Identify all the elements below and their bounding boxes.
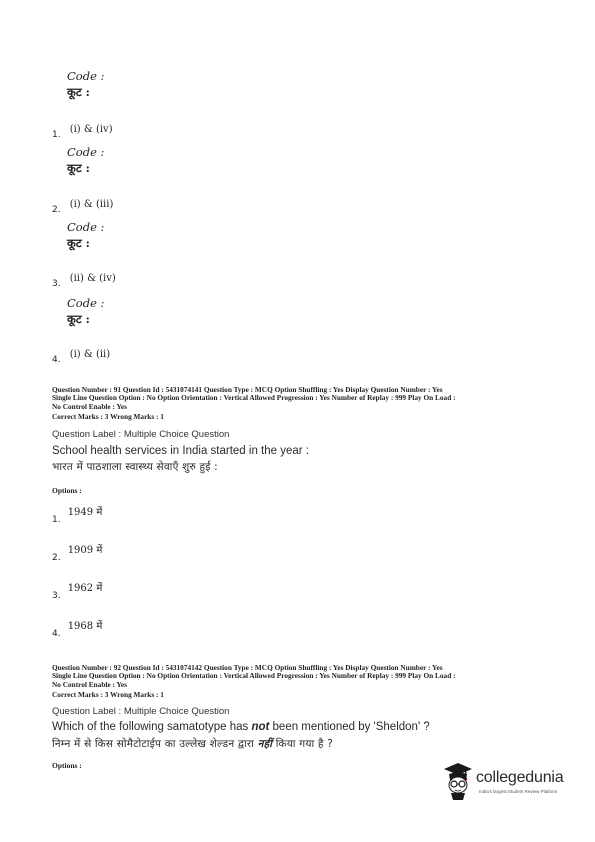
q92-options-header: Options : — [52, 761, 82, 770]
code-label-en: Code : — [67, 145, 105, 159]
q91-question-en: School health services in India started in the year : — [52, 445, 309, 457]
code-block-1 — [67, 69, 104, 100]
meta-line: Single Line Question Option : No Option Orientation : Vertical Allowed Progression : Yes Number of Replay : 999 Play On Load : — [52, 671, 456, 681]
code-label-en: Code : — [67, 220, 105, 234]
collegedunia-logo — [443, 760, 578, 804]
logo-tagline: India's largest Student Review Platform — [479, 789, 558, 794]
meta-line: Question Number : 91 Question Id : 5431074141 Question Type : MCQ Option Shuffling : Yes Display Question Number : Yes — [52, 385, 443, 394]
q92-question-hi — [52, 737, 333, 751]
code-label-en: Code : — [67, 69, 105, 83]
meta-line: No Control Enable : Yes — [52, 401, 127, 411]
option-text: 1949 में — [67, 507, 103, 518]
meta-line: Question Number : 92 Question Id : 5431074142 Question Type : MCQ Option Shuffling : Yes Display Question Number : Yes — [52, 663, 443, 672]
option-text: 1968 में — [67, 621, 103, 632]
code-label-hi: कूट : — [67, 312, 90, 326]
option-number: 3. — [52, 279, 61, 289]
option-row-3[interactable] — [52, 266, 116, 289]
question-emphasis: नहीं — [257, 738, 273, 750]
q91-meta — [52, 386, 552, 422]
option-number: 1. — [52, 515, 61, 525]
q91-option-1[interactable] — [52, 500, 103, 525]
q91-options-header: Options : — [52, 486, 82, 495]
graduate-mascot-icon — [443, 762, 473, 802]
code-label-hi: कूट : — [67, 85, 90, 99]
q91-option-4[interactable] — [52, 614, 103, 639]
q91-question-label: Question Label : Multiple Choice Question — [52, 429, 230, 440]
option-text: (ii) & (iv) — [69, 273, 116, 284]
option-text: (i) & (iii) — [69, 199, 114, 210]
q91-option-2[interactable] — [52, 538, 103, 563]
meta-line: No Control Enable : Yes — [52, 679, 127, 689]
question-emphasis: not — [251, 721, 270, 733]
option-row-1[interactable] — [52, 117, 113, 140]
option-number: 2. — [52, 205, 61, 215]
option-number: 2. — [52, 553, 61, 563]
question-text: been mentioned by 'Sheldon' ? — [269, 721, 430, 733]
code-label-hi: कूट : — [67, 236, 90, 250]
q92-meta — [52, 664, 552, 700]
code-label-hi: कूट : — [67, 161, 90, 175]
code-label-en: Code : — [67, 296, 105, 310]
code-block-3 — [67, 220, 104, 251]
q91-option-3[interactable] — [52, 576, 103, 601]
q92-question-en — [52, 721, 430, 733]
option-number: 3. — [52, 591, 61, 601]
code-block-4 — [67, 296, 104, 327]
question-text: निम्न में से किस सोमैटोटाईप का उल्लेख शेल्डन द्वारा — [52, 738, 258, 750]
option-number: 4. — [52, 629, 61, 639]
option-text: (i) & (iv) — [69, 124, 113, 135]
option-number: 1. — [52, 130, 61, 140]
option-text: 1909 में — [67, 545, 103, 556]
code-block-2 — [67, 145, 104, 176]
marks-line: Correct Marks : 3 Wrong Marks : 1 — [52, 690, 164, 700]
question-text: Which of the following samatotype has — [52, 721, 252, 733]
logo-name: collegedunia — [476, 769, 564, 786]
option-row-2[interactable] — [52, 192, 114, 215]
marks-line: Correct Marks : 3 Wrong Marks : 1 — [52, 412, 164, 422]
meta-line: Single Line Question Option : No Option Orientation : Vertical Allowed Progression : Yes Number of Replay : 999 Play On Load : — [52, 393, 456, 403]
q92-question-label: Question Label : Multiple Choice Question — [52, 706, 230, 717]
option-row-4[interactable] — [52, 342, 111, 365]
question-text: किया गया है ? — [272, 738, 333, 750]
option-text: 1962 में — [67, 583, 103, 594]
option-text: (i) & (ii) — [69, 349, 111, 360]
option-number: 4. — [52, 355, 61, 365]
q91-question-hi: भारत में पाठशाला स्वास्थ्य सेवाएँ शुरु हुई : — [52, 461, 218, 473]
